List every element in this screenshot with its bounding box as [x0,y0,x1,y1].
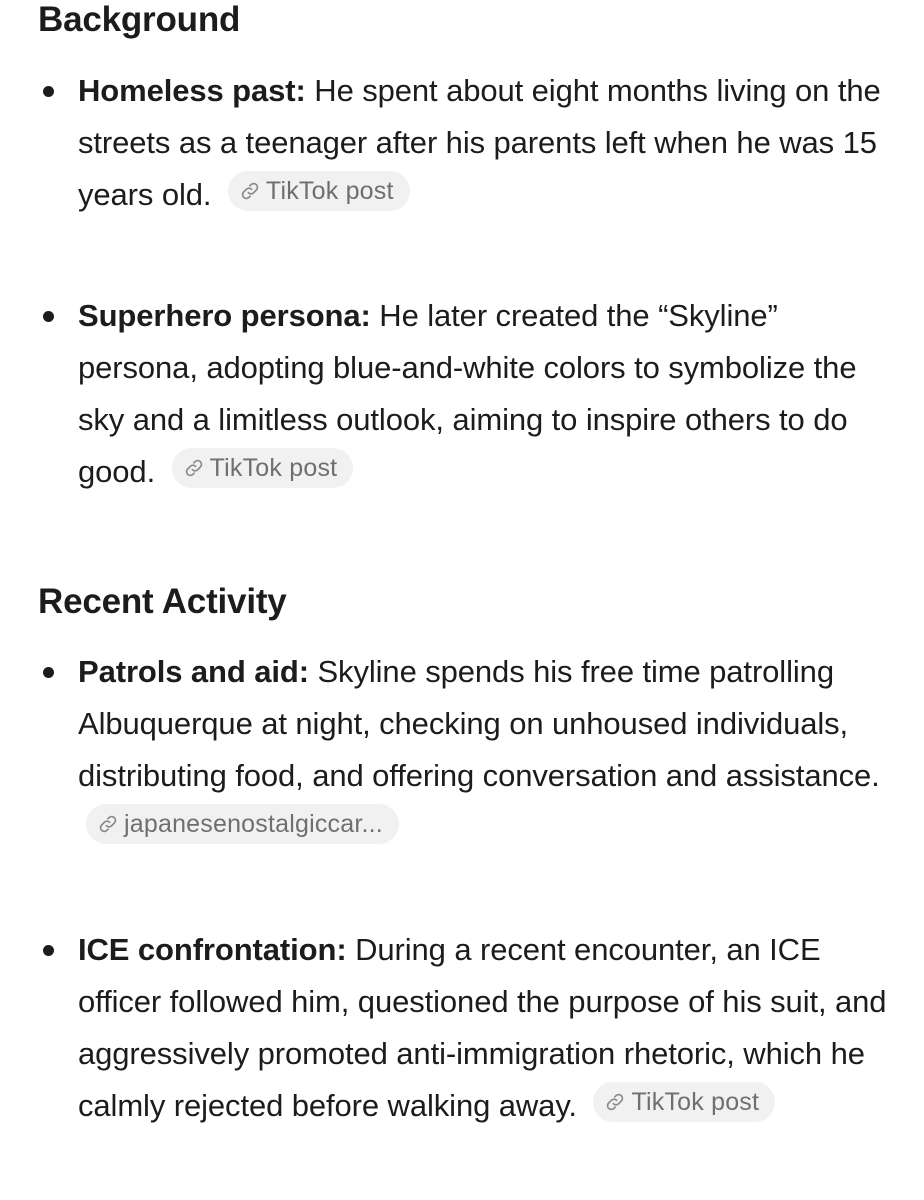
source-chip-tiktok[interactable] [593,1082,775,1122]
source-chip-japanesenostalgiccar[interactable] [86,804,399,844]
link-icon [605,1092,625,1112]
item-body: Skyline spends his free time patrolling Albuquerque at night, checking on unhoused individuals, distributing food, and offering conversation and assistance. [78,654,880,793]
item-separator: : [336,932,356,967]
source-chip-label: TikTok post [631,1088,760,1116]
source-chip-label: TikTok post [265,177,394,205]
bullet-dot [43,667,54,678]
item-separator: : [295,73,315,108]
item-label: ICE confrontation [78,932,337,967]
item-body: During a recent encounter, an ICE officer followed him, questioned the purpose of his suit, and aggressively promoted anti-immigration rhetoric, which he calmly rejected before walking away. [78,932,887,1123]
item-body: He spent about eight months living on the streets as a teenager after his parents left when he was 15 years old. [78,73,881,212]
source-chip-label: japanesenostalgiccar... [124,810,383,838]
source-chip-label: TikTok post [209,454,338,482]
link-icon [240,181,260,201]
item-body: He later created the “Skyline” persona, adopting blue-and-white colors to symbolize the sky and a limitless outlook, aiming to inspire others to do good. [78,298,857,489]
list-item-text [78,646,906,854]
item-label: Homeless past [78,73,296,108]
bullet-dot [43,945,54,956]
link-icon [98,814,118,834]
source-chip-tiktok[interactable] [172,448,354,488]
item-label: Patrols and aid [78,654,299,689]
list-item-text [78,924,906,1132]
link-icon [184,458,204,478]
item-separator: : [298,654,318,689]
list-item-text [78,290,906,498]
item-separator: : [360,298,380,333]
source-chip-tiktok[interactable] [228,171,410,211]
item-label: Superhero persona [78,298,361,333]
section-heading-recent-activity: Recent Activity [38,582,287,621]
bullet-dot [43,86,54,97]
section-heading-background: Background [38,0,241,39]
list-item-text [78,65,906,221]
bullet-dot [43,311,54,322]
